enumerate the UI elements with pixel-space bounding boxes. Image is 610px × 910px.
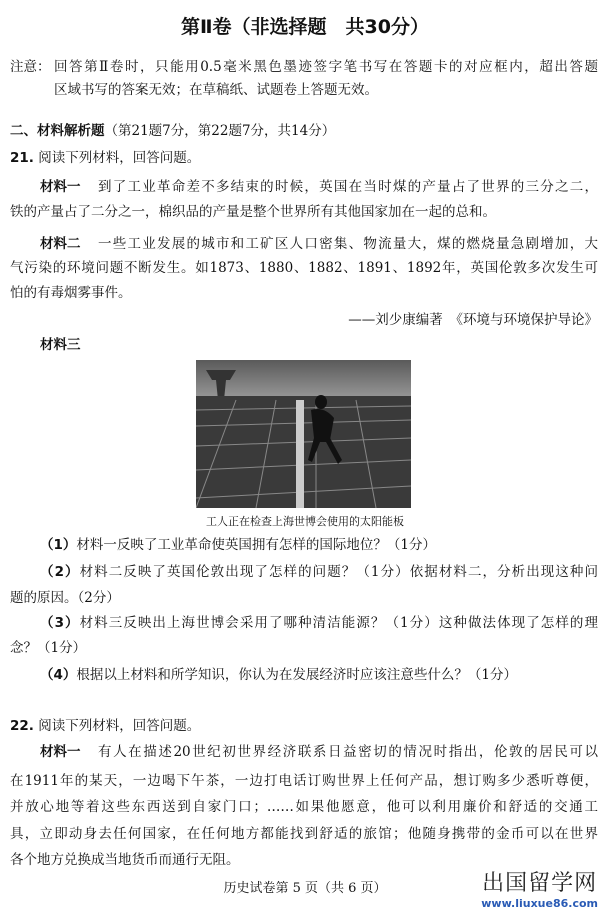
notice-line: 区域书写的答案无效；在草稿纸、试题卷上答题无效。: [54, 82, 378, 98]
question-text: 材料一反映了工业革命使英国拥有怎样的国际地位？（1分）: [76, 537, 436, 553]
question-text: 根据以上材料和所学知识，你认为在发展经济时应该注意些什么？（1分）: [76, 667, 517, 683]
watermark-url: www.liuxue86.com: [481, 897, 598, 910]
question-text: 念？（1分）: [10, 640, 87, 656]
section-info: （第21题7分，第22题7分，共14分）: [104, 123, 336, 139]
q21-number: 21.: [10, 150, 34, 166]
q21-question-3: [40, 614, 598, 632]
question-number: （2）: [40, 564, 80, 580]
q21-m2-line: 气污染的环境问题不断发生。如1873、1880、1882、1891、1892年，英国伦敦多次发生可: [10, 260, 598, 276]
watermark-name: 出国留学网: [482, 871, 598, 896]
q21-prompt: 阅读下列材料，回答问题。: [38, 150, 201, 166]
q21-m1-line: 到了工业革命差不多结束的时候，英国在当时煤的产量占了世界的三分之二，: [98, 179, 598, 195]
question-text: 材料二反映了英国伦敦出现了怎样的问题？（1分）依据材料二，分析出现这种问: [79, 564, 598, 580]
section-heading: [10, 122, 335, 140]
q21-question-1: [40, 536, 436, 554]
q22-m1-line: 有人在描述20世纪初世界经济联系日益密切的情况时指出，伦敦的居民可以: [98, 744, 598, 760]
q22-number: 22.: [10, 718, 34, 734]
q21-m2-label: 材料二: [40, 236, 81, 252]
q22-m1-line: 并放心地等着这些东西送到自家门口；……如果他愿意，他可以利用廉价和舒适的交通工: [10, 799, 598, 815]
page-title: 第Ⅱ卷（非选择题 共30分）: [181, 16, 429, 38]
q22-heading: [10, 717, 200, 735]
notice-label: 注意：: [10, 59, 51, 75]
q21-m2-line: 一些工业发展的城市和工矿区人口密集、物流量大，煤的燃烧量急剧增加，大: [98, 236, 598, 252]
q22-prompt: 阅读下列材料，回答问题。: [38, 718, 201, 734]
q22-m1-line: 各个地方兑换成当地货币而通行无阻。: [10, 852, 240, 868]
q21-source: ——刘少康编著 《环境与环境保护导论》: [348, 312, 598, 328]
q22-m1-label: 材料一: [40, 744, 81, 760]
q21-m3-label: 材料三: [40, 337, 81, 353]
question-text: 题的原因。（2分）: [10, 590, 120, 606]
q21-heading: [10, 149, 200, 167]
q21-question-4: [40, 666, 517, 684]
page-footer: 历史试卷第 5 页（共 6 页）: [223, 881, 387, 896]
question-number: （1）: [40, 537, 77, 553]
q21-question-2: [40, 563, 598, 581]
q21-m1-label: 材料一: [40, 179, 81, 195]
photo-caption: 工人正在检查上海世博会使用的太阳能板: [206, 515, 404, 528]
section-label: 二、材料解析题: [10, 123, 105, 139]
q22-m1-line: 在1911年的某天，一边喝下午茶，一边打电话订购世界上任何产品，想订购多少悉听尊便，: [10, 773, 598, 789]
notice-line: 回答第Ⅱ卷时，只能用0.5毫米黑色墨迹签字笔书写在答题卡的对应框内，超出答题: [54, 59, 598, 75]
q21-m1-line: 铁的产量占了二分之一，棉织品的产量是整个世界所有其他国家加在一起的总和。: [10, 204, 496, 220]
solar-panel-photo: [196, 360, 411, 508]
q22-m1-line: 具，立即动身去任何国家，在任何地方都能找到舒适的旅馆；他随身携带的金币可以在世界: [10, 826, 598, 842]
question-number: （4）: [40, 667, 77, 683]
q21-m2-line: 怕的有毒烟雾事件。: [10, 285, 132, 301]
question-number: （3）: [40, 615, 80, 631]
question-text: 材料三反映出上海世博会采用了哪种清洁能源？（1分）这种做法体现了怎样的理: [79, 615, 598, 631]
watermark-logo: [481, 866, 598, 910]
